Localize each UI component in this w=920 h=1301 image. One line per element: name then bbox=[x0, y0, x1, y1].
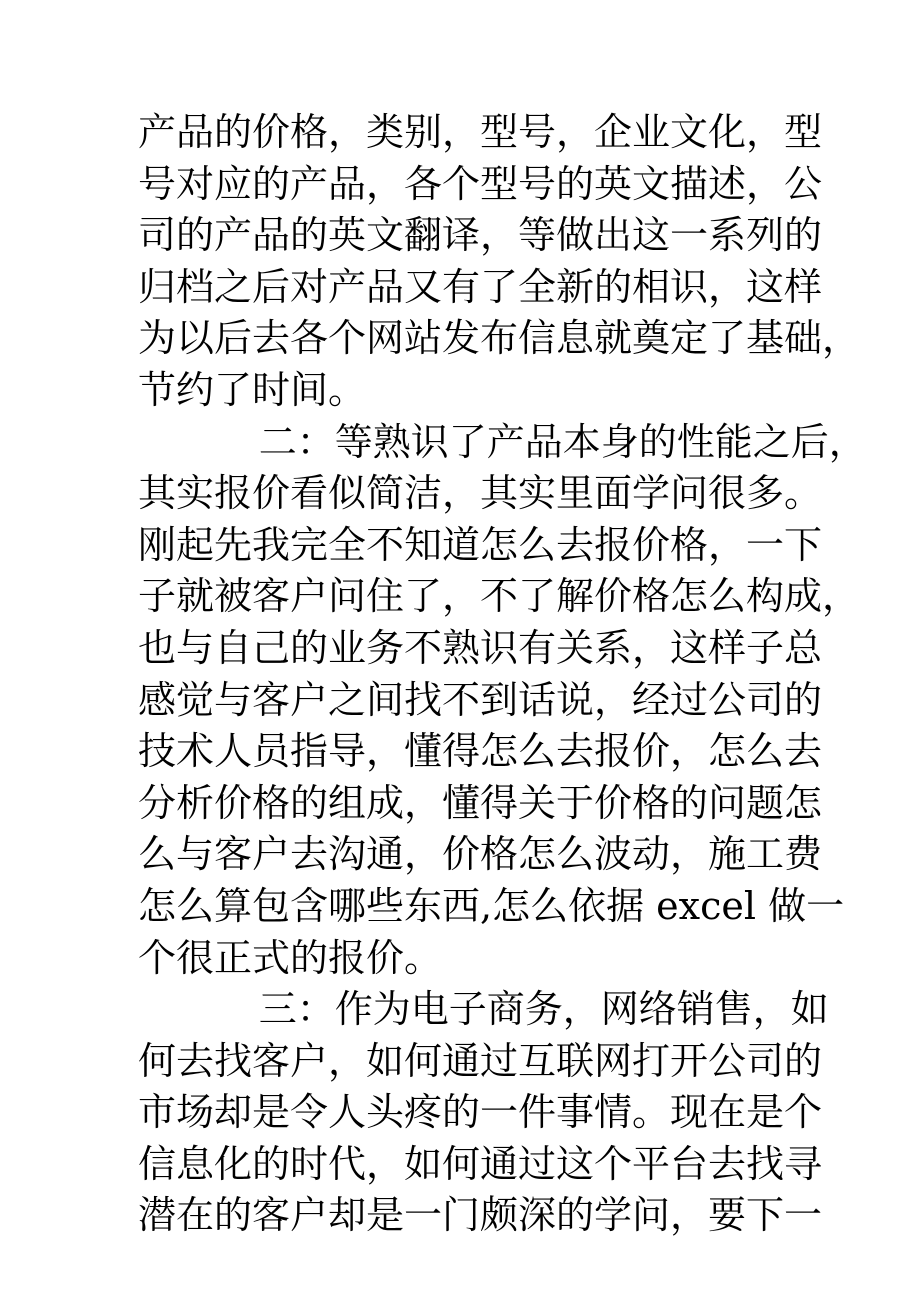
text-line: 为以后去各个网站发布信息就奠定了基础， bbox=[138, 316, 861, 361]
text-line: 何去找客户，如何通过互联网打开公司的 bbox=[138, 1038, 823, 1083]
text-line: 节约了时间。 bbox=[138, 367, 367, 412]
text-line: 个很正式的报价。 bbox=[138, 935, 443, 980]
text-line: 么与客户去沟通，价格怎么波动，施工费 bbox=[138, 832, 823, 877]
text-line: 分析价格的组成，懂得关于价格的问题怎 bbox=[138, 780, 823, 825]
text-line: 号对应的产品，各个型号的英文描述，公 bbox=[138, 161, 823, 206]
text-line: 怎么算包含哪些东西,怎么依据 excel 做一 bbox=[138, 883, 845, 928]
text-line: 子就被客户问住了，不了解价格怎么构成， bbox=[138, 574, 861, 619]
text-line: 信息化的时代，如何通过这个平台去找寻 bbox=[138, 1141, 823, 1186]
text-line: 技术人员指导，懂得怎么去报价，怎么去 bbox=[138, 729, 823, 774]
text-line: 二：等熟识了产品本身的性能之后， bbox=[138, 419, 867, 464]
text-line: 也与自己的业务不熟识有关系，这样子总 bbox=[138, 625, 823, 670]
text-line: 产品的价格，类别，型号，企业文化，型 bbox=[138, 110, 823, 154]
text-line: 刚起先我完全不知道怎么去报价格，一下 bbox=[138, 522, 823, 567]
text-line: 归档之后对产品又有了全新的相识，这样 bbox=[138, 264, 823, 309]
body-text bbox=[138, 107, 867, 1242]
text-line: 司的产品的英文翻译，等做出这一系列的 bbox=[138, 213, 823, 258]
text-line: 其实报价看似简洁，其实里面学问很多。 bbox=[138, 471, 823, 516]
text-line: 市场却是令人头疼的一件事情。现在是个 bbox=[138, 1090, 823, 1135]
text-line: 感觉与客户之间找不到话说，经过公司的 bbox=[138, 677, 823, 722]
text-line: 潜在的客户却是一门颇深的学问，要下一 bbox=[138, 1193, 823, 1238]
text-line: 三：作为电子商务，网络销售，如 bbox=[138, 987, 829, 1032]
